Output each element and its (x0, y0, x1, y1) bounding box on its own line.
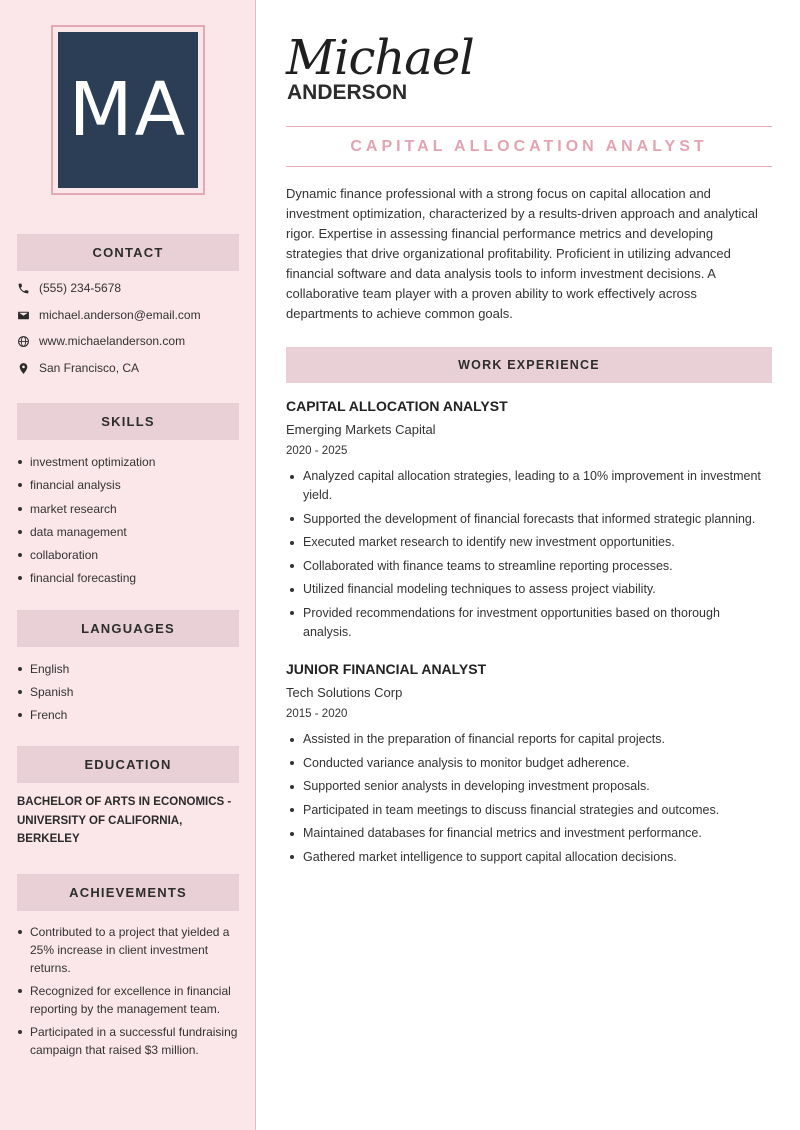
skill-item: financial forecasting (17, 569, 239, 587)
sidebar (0, 0, 256, 1130)
skill-item: market research (17, 500, 239, 518)
achievement-item: Recognized for excellence in financial reporting by the management team. (17, 982, 239, 1018)
job-bullet: Supported senior analysts in developing investment proposals. (286, 777, 772, 796)
email-icon (17, 309, 30, 322)
skill-item: data management (17, 523, 239, 541)
job-bullet: Assisted in the preparation of financial reports for capital projects. (286, 730, 772, 749)
skill-item: investment optimization (17, 453, 239, 471)
title-rule-top (286, 126, 772, 127)
contact-website (17, 334, 185, 348)
job-bullet: Analyzed capital allocation strategies, leading to a 10% improvement in investment yield. (286, 467, 772, 505)
skills-list (17, 453, 239, 587)
first-name: Michael (286, 30, 474, 86)
languages-list (17, 660, 239, 724)
achievement-item: Contributed to a project that yielded a 25% increase in client investment returns. (17, 923, 239, 977)
title-rule-bottom (286, 166, 772, 167)
achievement-item: Participated in a successful fundraising campaign that raised $3 million. (17, 1023, 239, 1059)
job-bullet: Gathered market intelligence to support capital allocation decisions. (286, 848, 772, 867)
job-bullets (286, 467, 772, 646)
globe-icon (17, 335, 30, 348)
location-pin-icon (17, 362, 30, 375)
job-bullet: Conducted variance analysis to monitor budget adherence. (286, 754, 772, 773)
job-bullet: Provided recommendations for investment opportunities based on thorough analysis. (286, 604, 772, 642)
email-link[interactable]: michael.anderson@email.com (39, 308, 201, 322)
education-degree: BACHELOR OF ARTS IN ECONOMICS - UNIVERSITY OF CALIFORNIA, BERKELEY (17, 796, 232, 845)
skill-item: collaboration (17, 546, 239, 564)
last-name: ANDERSON (287, 81, 408, 104)
job-dates: 2015 - 2020 (286, 708, 348, 720)
job-company: Emerging Markets Capital (286, 422, 436, 437)
profile-summary: Dynamic finance professional with a strong focus on capital allocation and investment optimization, characterized by a results-driven approach and analytical rigor. Expertise in assessing financial performance metrics and developing strategies that drive organizational profitability. Proficient in utilizing advanced financial software and data analysis tools to inform investment decisions. A collaborative team player with a proven ability to work effectively across departments to achieve common goals. (286, 186, 758, 321)
achievements-heading: ACHIEVEMENTS (17, 874, 239, 911)
job-bullets (286, 730, 772, 871)
contact-phone (17, 281, 121, 295)
work-experience-heading: WORK EXPERIENCE (286, 347, 772, 383)
contact-email (17, 308, 201, 322)
job-dates: 2020 - 2025 (286, 445, 348, 457)
skills-heading: SKILLS (17, 403, 239, 440)
languages-heading: LANGUAGES (17, 610, 239, 647)
language-item: Spanish (17, 683, 239, 701)
education-heading: EDUCATION (17, 746, 239, 783)
phone-text[interactable]: (555) 234-5678 (39, 281, 122, 295)
profile-title: CAPITAL ALLOCATION ANALYST (350, 138, 708, 155)
language-item: English (17, 660, 239, 678)
website-link[interactable]: www.michaelanderson.com (39, 334, 186, 348)
phone-icon (17, 282, 30, 295)
job-bullet: Participated in team meetings to discuss financial strategies and outcomes. (286, 801, 772, 820)
location-text: San Francisco, CA (39, 361, 140, 375)
job-bullet: Maintained databases for financial metrics and investment performance. (286, 824, 772, 843)
job-title: JUNIOR FINANCIAL ANALYST (286, 661, 487, 677)
contact-heading: CONTACT (17, 234, 239, 271)
job-bullet: Utilized financial modeling techniques to assess project viability. (286, 580, 772, 599)
job-title: CAPITAL ALLOCATION ANALYST (286, 398, 508, 414)
monogram-frame (51, 25, 205, 195)
language-item: French (17, 706, 239, 724)
job-bullet: Executed market research to identify new investment opportunities. (286, 533, 772, 552)
contact-location (17, 361, 139, 375)
skill-item: financial analysis (17, 476, 239, 494)
job-bullet: Collaborated with finance teams to streamline reporting processes. (286, 557, 772, 576)
achievements-list (17, 923, 239, 1059)
job-bullet: Supported the development of financial forecasts that informed strategic planning. (286, 510, 772, 529)
job-company: Tech Solutions Corp (286, 685, 403, 700)
monogram: MA (58, 32, 198, 188)
